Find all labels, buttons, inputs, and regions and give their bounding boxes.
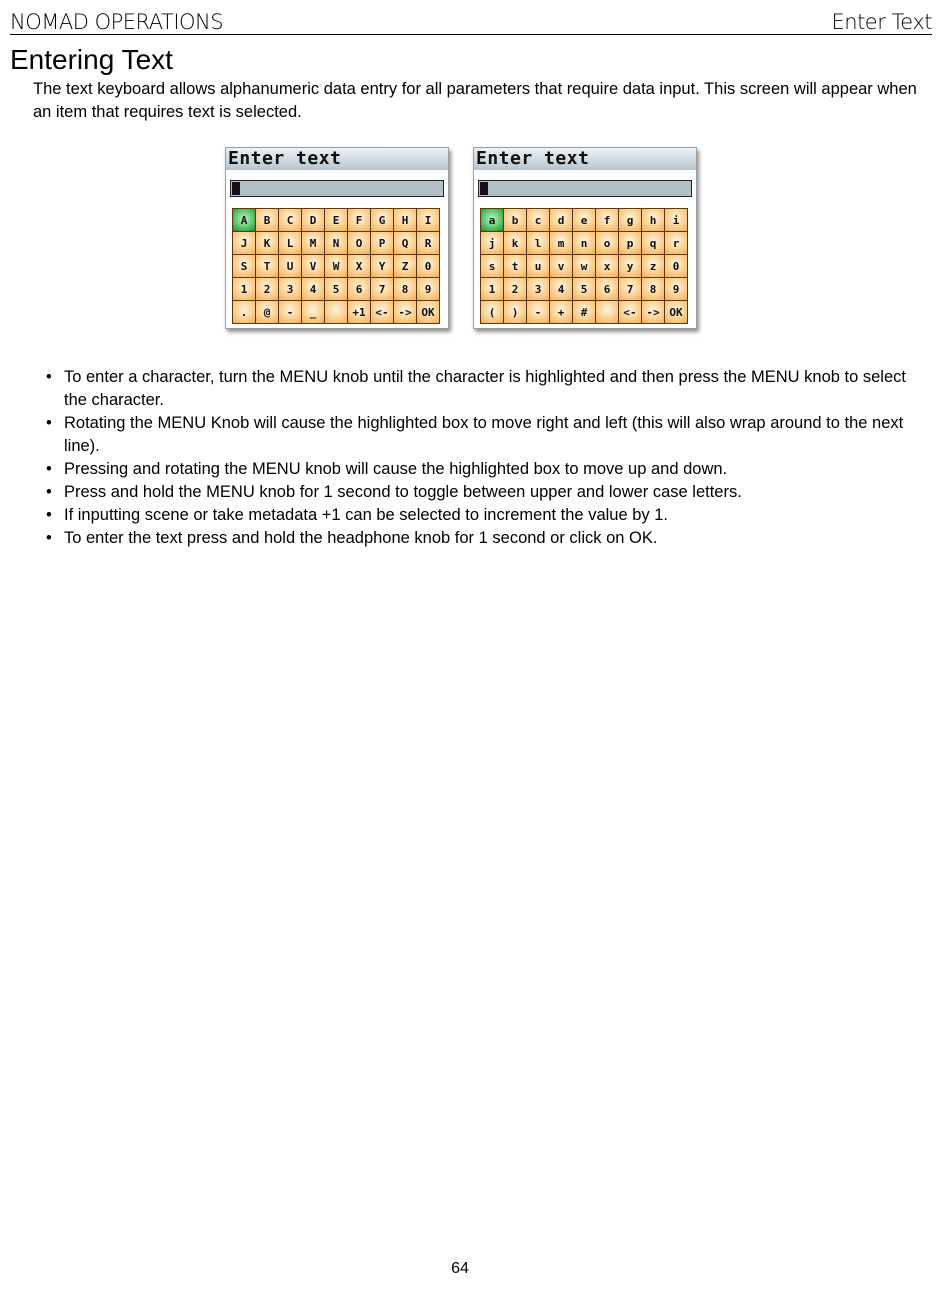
text-entry-field [478, 180, 692, 197]
header-topic-title: Enter Text [831, 10, 932, 34]
keyboard-key: a [481, 209, 504, 232]
keyboard-key: x [596, 255, 619, 278]
keyboard-key: n [573, 232, 596, 255]
keyboard-key: z [642, 255, 665, 278]
keyboard-key: V [302, 255, 325, 278]
keyboard-key: y [619, 255, 642, 278]
keyboard-key: @ [256, 301, 279, 324]
page-header [10, 8, 932, 35]
keyboard-key: 5 [573, 278, 596, 301]
keyboard-key: i [665, 209, 688, 232]
keyboard-key: N [325, 232, 348, 255]
page-title: Entering Text [10, 44, 173, 75]
keyboard-key: 4 [550, 278, 573, 301]
screen-title: Enter text [226, 148, 448, 170]
keyboard-key: U [279, 255, 302, 278]
keyboard-key: t [504, 255, 527, 278]
keyboard-key: 6 [596, 278, 619, 301]
keyboard-key: 3 [527, 278, 550, 301]
keyboard-key: 6 [348, 278, 371, 301]
keyboard-key: s [481, 255, 504, 278]
text-cursor [232, 182, 240, 195]
keyboard-key: 3 [279, 278, 302, 301]
list-item: • Press and hold the MENU knob for 1 second to toggle between upper and lower case letters. [42, 481, 922, 504]
keyboard-key: e [573, 209, 596, 232]
keyboard-key: v [550, 255, 573, 278]
keyboard-key: W [325, 255, 348, 278]
keyboard-key: P [371, 232, 394, 255]
keyboard-key: w [573, 255, 596, 278]
keyboard-key: ) [504, 301, 527, 324]
keyboard-key: _ [302, 301, 325, 324]
keyboard-key: 9 [665, 278, 688, 301]
keyboard-key: g [619, 209, 642, 232]
keyboard-key: r [665, 232, 688, 255]
keyboard-key [596, 301, 619, 324]
keyboard-key: Q [394, 232, 417, 255]
list-item: • Pressing and rotating the MENU knob will cause the highlighted box to move up and down. [42, 458, 922, 481]
keyboard-key: L [279, 232, 302, 255]
screen-title: Enter text [474, 148, 696, 170]
keyboard-key: u [527, 255, 550, 278]
keyboard-key: 2 [504, 278, 527, 301]
key-grid [480, 208, 688, 324]
keyboard-key: q [642, 232, 665, 255]
keyboard-key: ( [481, 301, 504, 324]
keyboard-key [325, 301, 348, 324]
page-number: 64 [451, 1260, 469, 1277]
list-item: • If inputting scene or take metadata +1 can be selected to increment the value by 1. [42, 504, 922, 527]
keyboard-key: T [256, 255, 279, 278]
keyboard-key: j [481, 232, 504, 255]
keyboard-key: <- [371, 301, 394, 324]
keyboard-key: c [527, 209, 550, 232]
keyboard-key: - [279, 301, 302, 324]
keyboard-key: S [233, 255, 256, 278]
keyboard-key: m [550, 232, 573, 255]
keyboard-key: K [256, 232, 279, 255]
keyboard-key: l [527, 232, 550, 255]
keyboard-key: 7 [371, 278, 394, 301]
keyboard-key: +1 [348, 301, 371, 324]
keyboard-key: OK [417, 301, 440, 324]
keyboard-key: Z [394, 255, 417, 278]
keyboard-key: -> [642, 301, 665, 324]
keyboard-key: 5 [325, 278, 348, 301]
keyboard-key: 0 [665, 255, 688, 278]
keyboard-key: X [348, 255, 371, 278]
text-entry-field [230, 180, 444, 197]
keyboard-key: Y [371, 255, 394, 278]
keyboard-key: R [417, 232, 440, 255]
instruction-list [42, 366, 922, 550]
keyboard-key: 2 [256, 278, 279, 301]
keyboard-key: B [256, 209, 279, 232]
keyboard-key: O [348, 232, 371, 255]
text-cursor [480, 182, 488, 195]
keyboard-key: 9 [417, 278, 440, 301]
keyboard-key: - [527, 301, 550, 324]
keyboard-key: J [233, 232, 256, 255]
keyboard-key: h [642, 209, 665, 232]
keyboard-key: k [504, 232, 527, 255]
keyboard-key: 4 [302, 278, 325, 301]
keyboard-key: OK [665, 301, 688, 324]
keyboard-key: b [504, 209, 527, 232]
header-section-title: NOMAD OPERATIONS [10, 10, 224, 34]
keyboard-key: + [550, 301, 573, 324]
keyboard-key: -> [394, 301, 417, 324]
keyboard-key: 8 [642, 278, 665, 301]
keyboard-key: 8 [394, 278, 417, 301]
keyboard-key: M [302, 232, 325, 255]
keyboard-key: 1 [481, 278, 504, 301]
keyboard-key: <- [619, 301, 642, 324]
keyboard-key: d [550, 209, 573, 232]
keyboard-key: H [394, 209, 417, 232]
keyboard-key: C [279, 209, 302, 232]
lowercase-keyboard-screen [473, 147, 697, 329]
uppercase-keyboard-screen [225, 147, 449, 329]
keyboard-key: G [371, 209, 394, 232]
keyboard-key: E [325, 209, 348, 232]
keyboard-key: I [417, 209, 440, 232]
list-item: • To enter a character, turn the MENU knob until the character is highlighted and then press the MENU knob to select the character. [42, 366, 922, 412]
keyboard-key: F [348, 209, 371, 232]
keyboard-key: . [233, 301, 256, 324]
keyboard-key: A [233, 209, 256, 232]
keyboard-key: p [619, 232, 642, 255]
list-item: • To enter the text press and hold the headphone knob for 1 second or click on OK. [42, 527, 922, 550]
list-item: • Rotating the MENU Knob will cause the highlighted box to move right and left (this will also wrap around to the next line). [42, 412, 922, 458]
keyboard-key: 7 [619, 278, 642, 301]
keyboard-key: # [573, 301, 596, 324]
keyboard-key: 1 [233, 278, 256, 301]
keyboard-key: o [596, 232, 619, 255]
keyboard-key: D [302, 209, 325, 232]
keyboard-key: f [596, 209, 619, 232]
keyboard-key: 0 [417, 255, 440, 278]
intro-paragraph: The text keyboard allows alphanumeric data entry for all parameters that require data input. This screen will appear when an item that requires text is selected. [33, 80, 917, 121]
key-grid [232, 208, 440, 324]
